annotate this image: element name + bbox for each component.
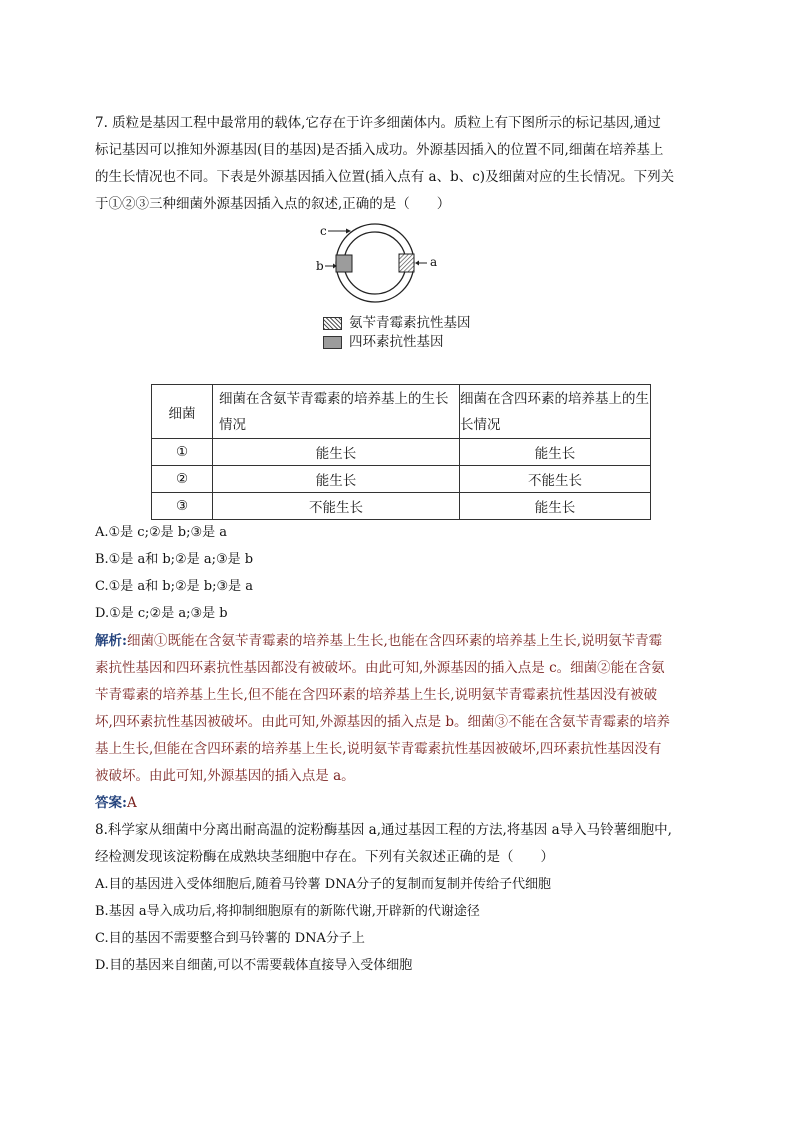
analysis-line-2: 素抗性基因和四环素抗性基因都没有被破坏。由此可知,外源基因的插入点是 c。细菌②能在含氨	[95, 660, 665, 676]
label-a: a	[430, 255, 438, 269]
table-cell: 不能生长	[213, 493, 460, 520]
label-b: b	[316, 259, 324, 273]
analysis-line-5: 基上生长,但能在含四环素的培养基上生长,说明氨苄青霉素抗性基因被破坏,四环素抗性基因没有	[95, 741, 662, 757]
analysis-line-6: 被破坏。由此可知,外源基因的插入点是 a。	[95, 768, 355, 784]
header-ampicillin: 细菌在含氨苄青霉素的培养基上的生长情况	[213, 385, 460, 439]
label-c: c	[320, 224, 327, 238]
table-row	[152, 439, 651, 466]
q7-stem-line-3: 的生长情况也不同。下表是外源基因插入位置(插入点有 a、b、c)及细菌对应的生长情况。下列关	[95, 169, 675, 185]
header-bacteria: 细菌	[152, 385, 213, 439]
ampicillin-resistance-gene	[399, 254, 414, 272]
table-cell: ①	[152, 439, 213, 466]
q8-option-c: C.目的基因不需要整合到马铃薯的 DNA分子上	[95, 931, 365, 946]
analysis-label: 解析:	[95, 633, 127, 649]
table-row	[152, 466, 651, 493]
q7-option-a: A.①是 c;②是 b;③是 a	[95, 525, 227, 540]
q8-option-d: D.目的基因来自细菌,可以不需要载体直接导入受体细胞	[95, 958, 413, 973]
legend-ampicillin-text: 氨苄青霉素抗性基因	[349, 315, 471, 331]
q7-option-b: B.①是 a和 b;②是 a;③是 b	[95, 552, 254, 567]
answer-label: 答案:	[95, 795, 127, 811]
analysis-line-1	[95, 632, 662, 650]
tetracycline-resistance-gene	[336, 255, 352, 272]
q8-option-a: A.目的基因进入受体细胞后,随着马铃薯 DNA分子的复制而复制并传给子代细胞	[95, 877, 551, 892]
q8-stem-line-1: 8.科学家从细菌中分离出耐高温的淀粉酶基因 a,通过基因工程的方法,将基因 a导入马铃薯细胞中,	[95, 822, 672, 838]
growth-table	[151, 384, 651, 520]
legend-ampicillin	[323, 314, 471, 332]
answer-value: A	[126, 795, 137, 811]
q8-option-b: B.基因 a导入成功后,将抑制细胞原有的新陈代谢,开辟新的代谢途径	[95, 904, 480, 919]
hatch-swatch	[323, 317, 342, 330]
table-cell: 能生长	[460, 493, 651, 520]
table-cell: 能生长	[460, 439, 651, 466]
legend-tetracycline-text: 四环素抗性基因	[349, 334, 444, 350]
q7-stem-line-2: 标记基因可以推知外源基因(目的基因)是否插入成功。外源基因插入的位置不同,细菌在培养基上	[95, 142, 664, 158]
analysis-text: 细菌①既能在含氨苄青霉素的培养基上生长,也能在含四环素的培养基上生长,说明氨苄青霉	[126, 633, 663, 649]
table-row	[152, 493, 651, 520]
table-cell: 不能生长	[460, 466, 651, 493]
table-cell: ③	[152, 493, 213, 520]
analysis-line-3: 苄青霉素的培养基上生长,但不能在含四环素的培养基上生长,说明氨苄青霉素抗性基因没有被破	[95, 687, 658, 703]
q7-option-d: D.①是 c;②是 a;③是 b	[95, 606, 228, 621]
gray-swatch	[323, 336, 342, 349]
table-cell: 能生长	[213, 466, 460, 493]
legend-tetracycline	[323, 333, 444, 351]
q7-stem-line-1: 7. 质粒是基因工程中最常用的载体,它存在于许多细菌体内。质粒上有下图所示的标记基因,通过	[95, 115, 661, 131]
table-cell: 能生长	[213, 439, 460, 466]
plasmid-inner-ring	[344, 232, 406, 294]
answer-line	[95, 794, 137, 812]
table-cell: ②	[152, 466, 213, 493]
plasmid-diagram	[300, 218, 460, 308]
q7-stem-line-4: 于①②③三种细菌外源基因插入点的叙述,正确的是（ ）	[95, 196, 451, 212]
q7-option-c: C.①是 a和 b;②是 b;③是 a	[95, 579, 254, 594]
table-header-row	[152, 385, 651, 439]
header-tetracycline: 细菌在含四环素的培养基上的生长情况	[460, 385, 651, 439]
analysis-line-4: 坏,四环素抗性基因被破坏。由此可知,外源基因的插入点是 b。细菌③不能在含氨苄青霉素的培养	[95, 714, 671, 730]
q8-stem-line-2: 经检测发现该淀粉酶在成熟块茎细胞中存在。下列有关叙述正确的是（ ）	[95, 849, 554, 865]
